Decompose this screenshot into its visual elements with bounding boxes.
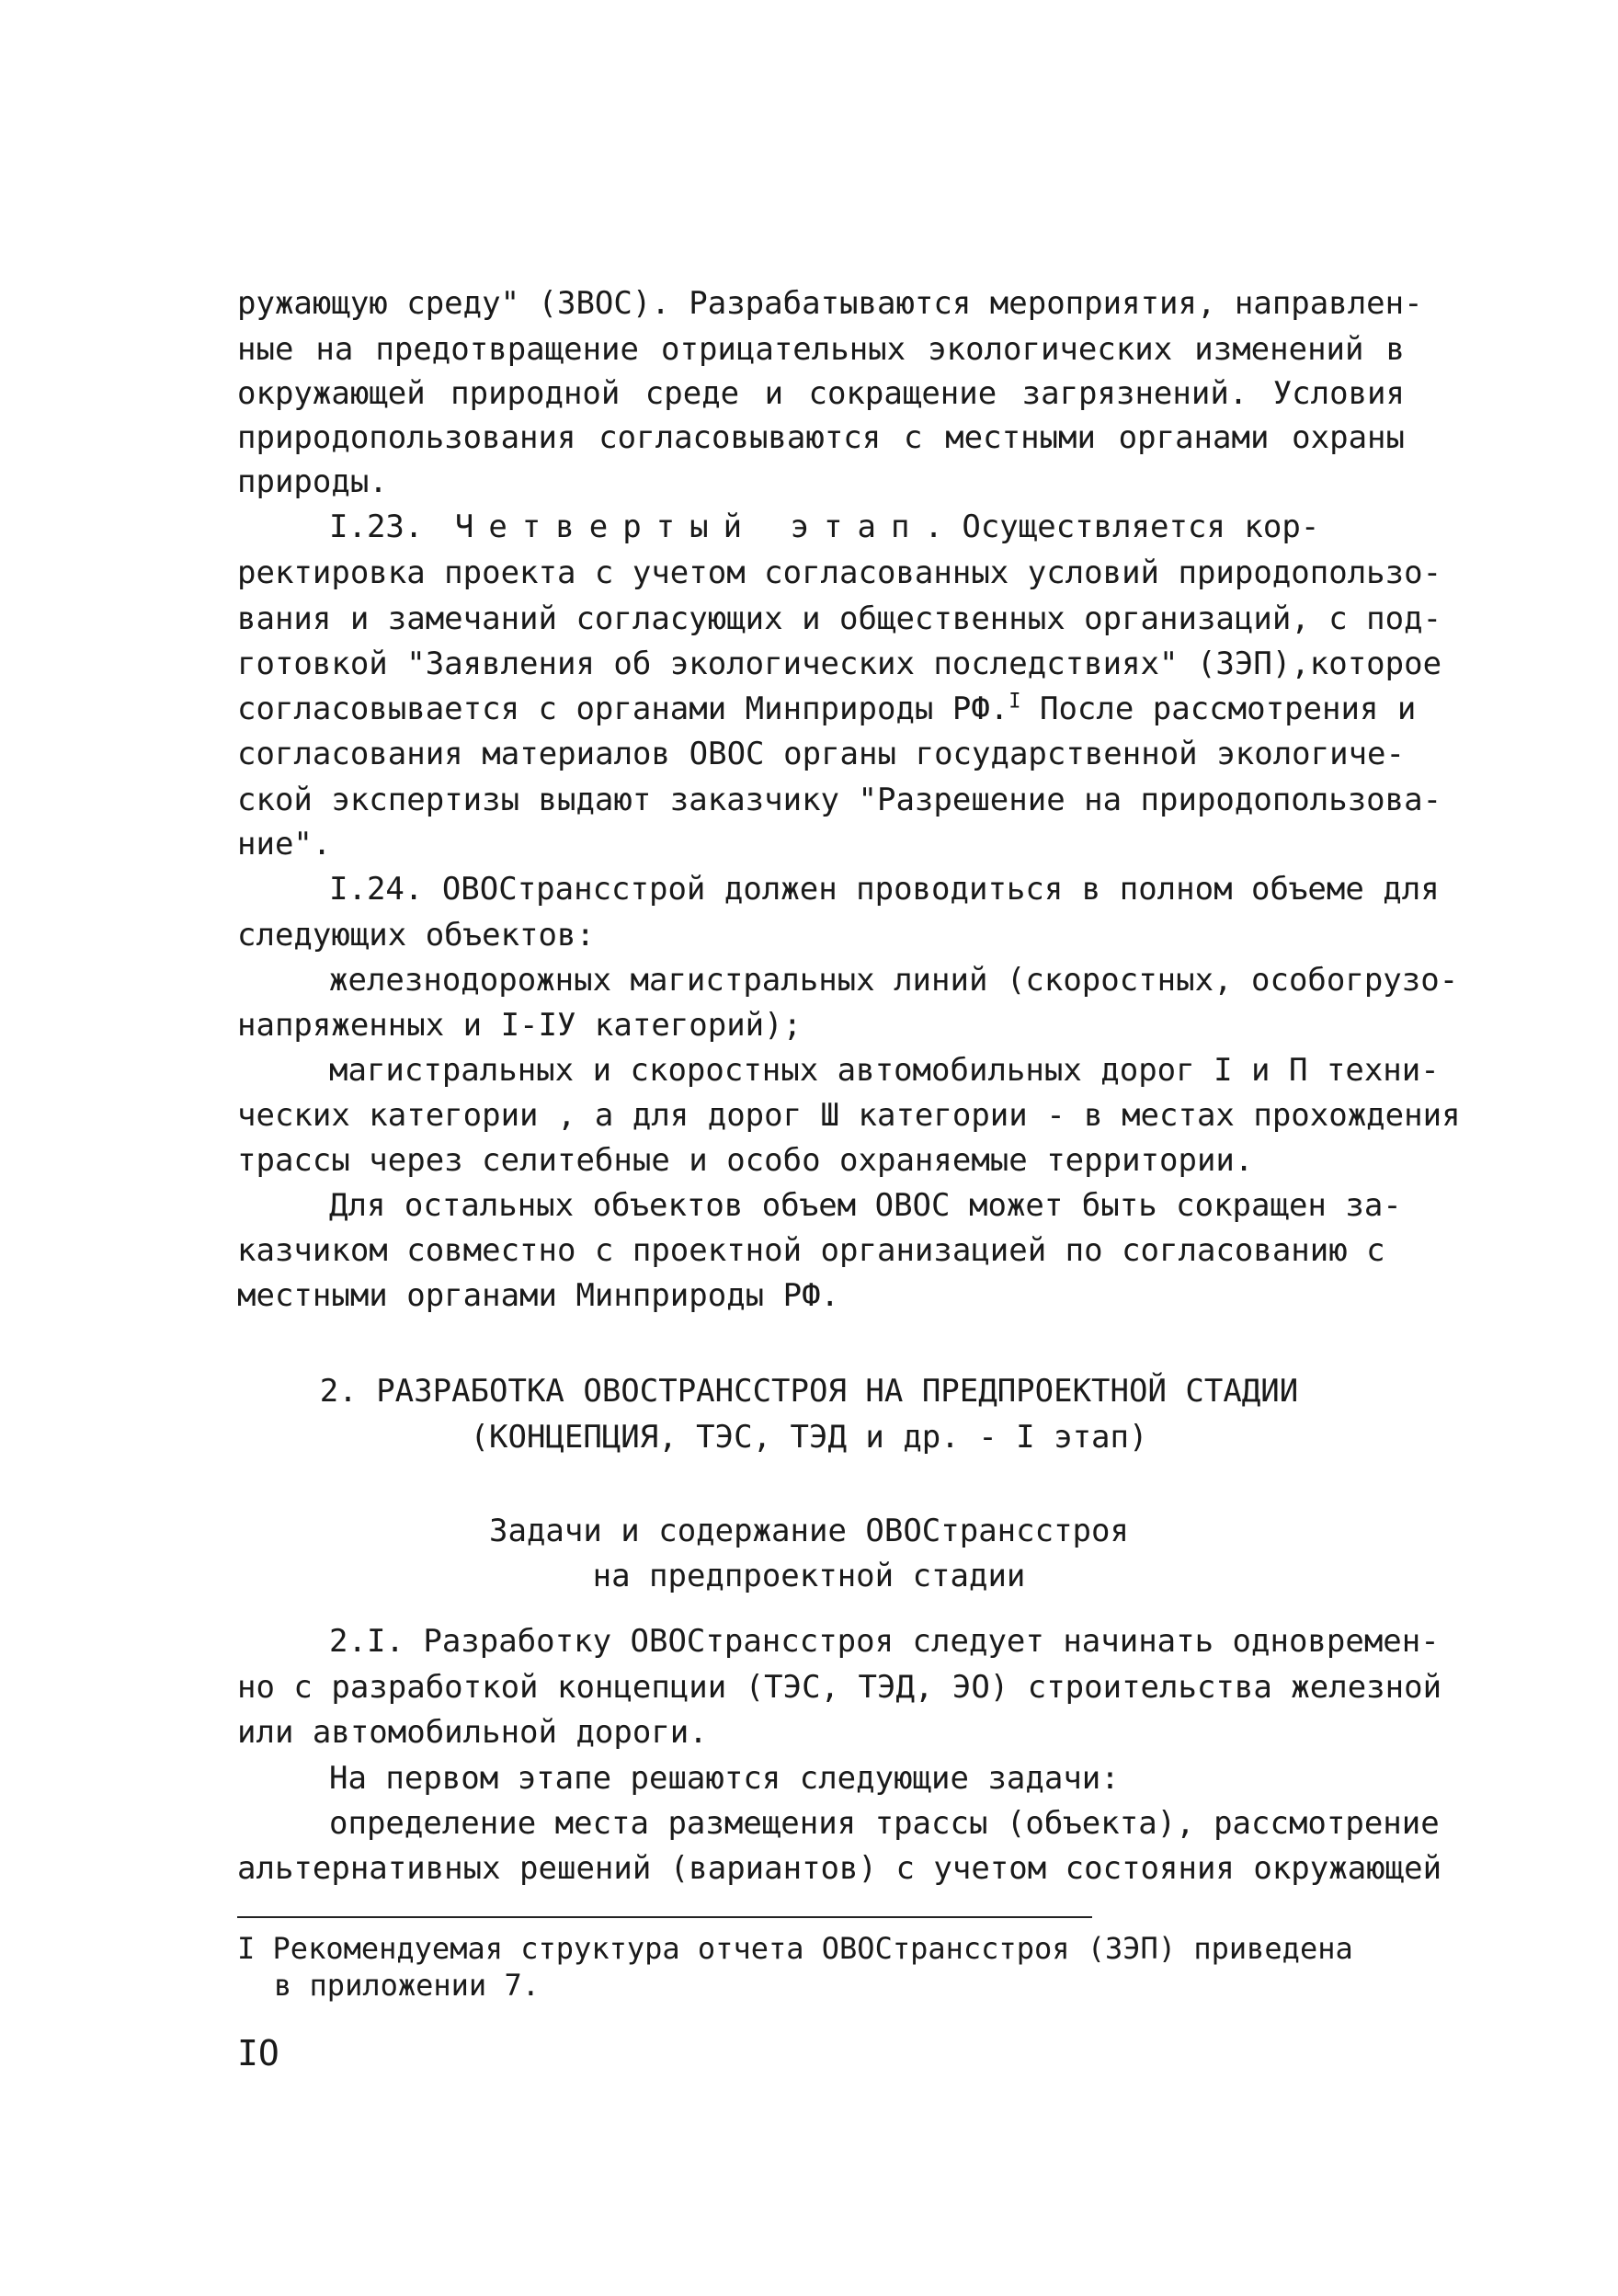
text-line: но с разработкой концепции (ТЭС, ТЭД, ЭО) строительства железной xyxy=(237,1669,1442,1706)
text-line-with-footnote xyxy=(237,686,1417,732)
text-line: ческих категории , а для дорог Ш категории - в местах прохождения xyxy=(237,1097,1461,1134)
footnote-mark: I xyxy=(237,1931,256,1966)
text-fragment: После рассмотрения и xyxy=(1020,691,1417,727)
text-line: готовкой "Заявления об экологических последствиях" (ЗЭП),которое xyxy=(237,645,1442,682)
text-line: или автомобильной дороги. xyxy=(237,1714,708,1751)
text-fragment: . Осуществляется кор- xyxy=(924,508,1320,545)
text-line: На первом этапе решаются следующие задачи: xyxy=(329,1760,1120,1797)
text-line: ружающую среду" (ЗВОС). Разрабатываются мероприятия, направлен- xyxy=(237,285,1423,322)
text-line: природопользования согласовываются с местными органами охраны xyxy=(237,419,1405,456)
text-line: ской экспертизы выдают заказчику "Разрешение на природопользова- xyxy=(237,782,1442,818)
section-title-line2: (КОНЦЕПЦИЯ, ТЭС, ТЭД и др. - I этап) xyxy=(470,1419,1148,1456)
text-line: I.24. ОВОСтрансстрой должен проводиться в полном объеме для xyxy=(329,871,1440,908)
list-item: определение места размещения трассы (объекта), рассмотрение xyxy=(329,1805,1440,1842)
text-line: Для остальных объектов объем ОВОС может быть сокращен за- xyxy=(329,1187,1402,1224)
text-line: ные на предотвращение отрицательных экологических изменений в xyxy=(237,331,1405,368)
text-line: казчиком совместно с проектной организацией по согласованию с xyxy=(237,1232,1385,1269)
text-line: согласования материалов ОВОС органы государственной экологиче- xyxy=(237,736,1405,772)
subsection-title: Задачи и содержание ОВОСтрансстроя xyxy=(489,1513,1129,1549)
text-line: ние". xyxy=(237,826,332,862)
text-line: 2.I. Разработку ОВОСтрансстроя следует начинать одновремен- xyxy=(329,1623,1440,1660)
section-title: 2. РАЗРАБОТКА ОВОСТРАНССТРОЯ НА ПРЕДПРОЕКТНОЙ СТАДИИ xyxy=(319,1373,1299,1410)
subsection-title-line2: на предпроектной стадии xyxy=(592,1558,1026,1594)
text-line: окружающей природной среде и сокращение загрязнений. Условия xyxy=(237,375,1405,412)
paragraph-1-23-first-line xyxy=(329,504,1405,550)
paragraph-number: I.23. xyxy=(329,508,424,545)
list-item: магистральных и скоростных автомобильных дорог I и П техни- xyxy=(329,1052,1440,1089)
footnote-text-line2: в приложении 7. xyxy=(274,1968,540,2003)
footnote-divider xyxy=(237,1916,1092,1918)
text-line: напряженных и I-IУ категорий); xyxy=(237,1007,803,1044)
text-line: трассы через селитебные и особо охраняемые территории. xyxy=(237,1142,1254,1179)
text-line: природы. xyxy=(237,463,388,500)
text-line: местными органами Минприроды РФ. xyxy=(237,1277,840,1314)
text-line: следующих объектов: xyxy=(237,917,595,954)
text-fragment: согласовывается с органами Минприроды РФ. xyxy=(237,691,1009,727)
footnote-text: Рекомендуемая структура отчета ОВОСтрансстроя (ЗЭП) приведена xyxy=(255,1931,1353,1966)
text-line: ректировка проекта с учетом согласованных условий природопользо- xyxy=(237,554,1442,591)
text-line: вания и замечаний согласующих и общественных организаций, с под- xyxy=(237,600,1442,637)
list-item: железнодорожных магистральных линий (скоростных, особогрузо- xyxy=(329,962,1459,999)
footnote-reference: I xyxy=(1008,690,1021,714)
stage-heading: Четвертый этап xyxy=(454,508,925,545)
text-line: альтернативных решений (вариантов) с учетом состояния окружающей xyxy=(237,1850,1442,1887)
page-number: IO xyxy=(237,2033,279,2073)
